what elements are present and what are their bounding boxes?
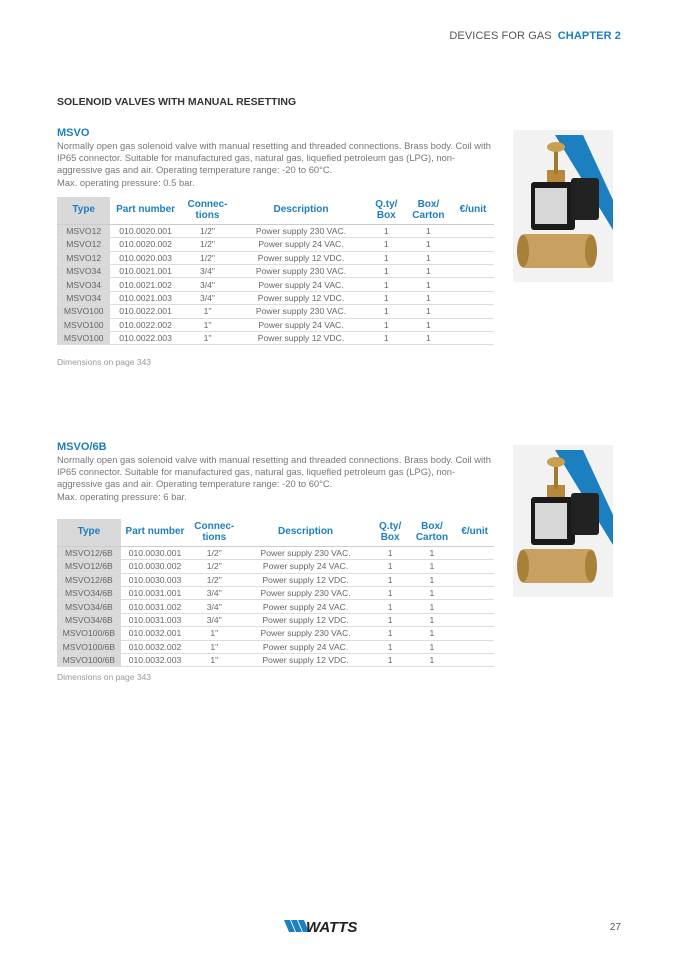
cell-unit (455, 653, 494, 666)
cell-desc: Power supply 230 VAC. (234, 305, 368, 318)
column-header-box: Box/ Carton (405, 197, 452, 225)
column-header-part: Part number (110, 197, 180, 225)
table-row (57, 264, 494, 277)
header-chapter: CHAPTER 2 (557, 30, 621, 42)
cell-qty: 1 (372, 600, 409, 613)
product-title: MSVO (57, 127, 90, 139)
cell-unit (455, 627, 494, 640)
cell-type: MSVO100/6B (57, 627, 121, 640)
cell-unit (455, 546, 494, 559)
column-header-type: Type (57, 519, 121, 547)
cell-desc: Power supply 12 VDC. (234, 291, 368, 304)
cell-conn: 1" (181, 318, 234, 331)
cell-unit (452, 238, 494, 251)
cell-box: 1 (405, 278, 452, 291)
cell-box: 1 (409, 586, 456, 599)
column-header-conn: Connec- tions (189, 519, 239, 547)
column-header-conn: Connec- tions (181, 197, 234, 225)
product-block-msvo (57, 127, 494, 367)
cell-type: MSVO12 (57, 224, 110, 237)
section-title: SOLENOID VALVES WITH MANUAL RESETTING (57, 96, 297, 108)
cell-type: MSVO100/6B (57, 640, 121, 653)
cell-box: 1 (405, 264, 452, 277)
cell-conn: 1/2" (181, 251, 234, 264)
cell-desc: Power supply 12 VDC. (239, 573, 371, 586)
cell-type: MSVO34/6B (57, 586, 121, 599)
cell-unit (452, 291, 494, 304)
cell-box: 1 (405, 238, 452, 251)
cell-conn: 3/4" (189, 586, 239, 599)
dimensions-note: Dimensions on page 343 (57, 357, 152, 368)
cell-box: 1 (405, 331, 452, 344)
cell-desc: Power supply 24 VAC. (239, 600, 371, 613)
column-header-qty: Q.ty/ Box (372, 519, 409, 547)
cell-desc: Power supply 24 VAC. (239, 560, 371, 573)
table-row (57, 318, 494, 331)
column-header-qty: Q.ty/ Box (368, 197, 405, 225)
column-header-unit: €/unit (455, 519, 494, 547)
cell-qty: 1 (372, 627, 409, 640)
cell-qty: 1 (368, 251, 405, 264)
cell-type: MSVO34 (57, 278, 110, 291)
cell-desc: Power supply 230 VAC. (239, 586, 371, 599)
column-header-unit: €/unit (452, 197, 494, 225)
cell-type: MSVO12/6B (57, 573, 121, 586)
product-description: Normally open gas solenoid valve with manual resetting and threaded connections. Brass body. Coil with IP65 connector. Suitable for manufactured gas, natural gas, liquefied petroleum gas (LPG), non-aggressive gas and air. Operating temperature range: -20 to 60°C. (57, 140, 491, 176)
cell-conn: 3/4" (189, 613, 239, 626)
cell-box: 1 (405, 251, 452, 264)
cell-qty: 1 (368, 331, 405, 344)
table-row (57, 560, 494, 573)
cell-qty: 1 (372, 560, 409, 573)
cell-conn: 1/2" (189, 573, 239, 586)
cell-box: 1 (409, 627, 456, 640)
cell-box: 1 (409, 653, 456, 666)
cell-conn: 1" (181, 331, 234, 344)
cell-desc: Power supply 230 VAC. (239, 546, 371, 559)
cell-desc: Power supply 24 VAC. (234, 238, 368, 251)
table-row (57, 573, 494, 586)
cell-conn: 1/2" (181, 238, 234, 251)
cell-desc: Power supply 12 VDC. (239, 653, 371, 666)
cell-unit (455, 586, 494, 599)
cell-box: 1 (405, 318, 452, 331)
column-header-box: Box/ Carton (409, 519, 456, 547)
cell-unit (455, 600, 494, 613)
cell-qty: 1 (372, 640, 409, 653)
table-row (57, 331, 494, 344)
column-header-type: Type (57, 197, 110, 225)
table-row (57, 251, 494, 264)
cell-type: MSVO12/6B (57, 560, 121, 573)
cell-type: MSVO12 (57, 251, 110, 264)
cell-unit (455, 640, 494, 653)
cell-unit (452, 251, 494, 264)
cell-box: 1 (409, 640, 456, 653)
cell-qty: 1 (368, 264, 405, 277)
cell-box: 1 (405, 305, 452, 318)
cell-type: MSVO100/6B (57, 653, 121, 666)
dimensions-note: Dimensions on page 343 (57, 672, 152, 683)
cell-box: 1 (405, 224, 452, 237)
cell-type: MSVO12 (57, 238, 110, 251)
watts-logo (284, 918, 366, 939)
table-row (57, 586, 494, 599)
cell-desc: Power supply 230 VAC. (239, 627, 371, 640)
cell-box: 1 (409, 613, 456, 626)
cell-type: MSVO34/6B (57, 600, 121, 613)
product-table (57, 197, 494, 346)
cell-qty: 1 (372, 546, 409, 559)
cell-part: 010.0020.003 (110, 251, 180, 264)
product-block-msvo-6b (57, 441, 494, 682)
cell-part: 010.0020.001 (110, 224, 180, 237)
cell-type: MSVO34/6B (57, 613, 121, 626)
product-pressure: Max. operating pressure: 0.5 bar. (57, 176, 195, 188)
cell-qty: 1 (368, 291, 405, 304)
cell-desc: Power supply 230 VAC. (234, 224, 368, 237)
table-row (57, 613, 494, 626)
cell-qty: 1 (372, 573, 409, 586)
cell-unit (452, 224, 494, 237)
cell-part: 010.0021.001 (110, 264, 180, 277)
table-row (57, 627, 494, 640)
cell-part: 010.0021.003 (110, 291, 180, 304)
product-description: Normally open gas solenoid valve with manual resetting and threaded connections. Brass body. Coil with IP65 connector. Suitable for manufactured gas, natural gas, liquefied petroleum gas (LPG), non-aggressive gas and air. Operating temperature range: -20 to 60°C. (57, 454, 491, 490)
cell-unit (452, 305, 494, 318)
product-photo-msvo-6b (513, 445, 613, 597)
cell-part: 010.0020.002 (110, 238, 180, 251)
column-header-desc: Description (234, 197, 368, 225)
cell-unit (455, 613, 494, 626)
cell-qty: 1 (372, 613, 409, 626)
cell-desc: Power supply 12 VDC. (234, 251, 368, 264)
cell-conn: 1/2" (189, 560, 239, 573)
cell-unit (452, 264, 494, 277)
cell-qty: 1 (372, 586, 409, 599)
cell-part: 010.0031.001 (121, 586, 189, 599)
cell-part: 010.0030.002 (121, 560, 189, 573)
cell-desc: Power supply 24 VAC. (234, 318, 368, 331)
cell-unit (455, 560, 494, 573)
cell-unit (452, 318, 494, 331)
cell-part: 010.0022.001 (110, 305, 180, 318)
cell-qty: 1 (368, 305, 405, 318)
table-row (57, 546, 494, 559)
cell-box: 1 (409, 560, 456, 573)
cell-type: MSVO100 (57, 318, 110, 331)
cell-qty: 1 (368, 224, 405, 237)
cell-type: MSVO100 (57, 305, 110, 318)
cell-conn: 1" (189, 627, 239, 640)
cell-type: MSVO12/6B (57, 546, 121, 559)
table-row (57, 238, 494, 251)
page-number: 27 (609, 922, 621, 933)
cell-conn: 3/4" (181, 291, 234, 304)
cell-desc: Power supply 12 VDC. (234, 331, 368, 344)
cell-part: 010.0022.003 (110, 331, 180, 344)
cell-unit (452, 278, 494, 291)
cell-part: 010.0022.002 (110, 318, 180, 331)
cell-conn: 3/4" (181, 264, 234, 277)
cell-unit (455, 573, 494, 586)
cell-box: 1 (409, 600, 456, 613)
table-row (57, 640, 494, 653)
cell-part: 010.0032.001 (121, 627, 189, 640)
cell-desc: Power supply 230 VAC. (234, 264, 368, 277)
cell-qty: 1 (368, 318, 405, 331)
cell-desc: Power supply 24 VAC. (239, 640, 371, 653)
cell-qty: 1 (368, 278, 405, 291)
table-row (57, 600, 494, 613)
cell-type: MSVO100 (57, 331, 110, 344)
table-row (57, 305, 494, 318)
table-row (57, 291, 494, 304)
cell-part: 010.0032.003 (121, 653, 189, 666)
cell-box: 1 (409, 546, 456, 559)
cell-box: 1 (409, 573, 456, 586)
column-header-part: Part number (121, 519, 189, 547)
table-row (57, 224, 494, 237)
cell-part: 010.0030.003 (121, 573, 189, 586)
cell-desc: Power supply 24 VAC. (234, 278, 368, 291)
cell-conn: 1" (189, 653, 239, 666)
cell-desc: Power supply 12 VDC. (239, 613, 371, 626)
cell-conn: 1/2" (181, 224, 234, 237)
cell-conn: 1/2" (189, 546, 239, 559)
product-pressure: Max. operating pressure: 6 bar. (57, 490, 187, 502)
cell-conn: 1" (181, 305, 234, 318)
cell-part: 010.0030.001 (121, 546, 189, 559)
product-table (57, 519, 494, 668)
cell-conn: 1" (189, 640, 239, 653)
cell-qty: 1 (368, 238, 405, 251)
cell-conn: 3/4" (189, 600, 239, 613)
page-header (449, 30, 621, 42)
cell-part: 010.0031.002 (121, 600, 189, 613)
cell-conn: 3/4" (181, 278, 234, 291)
product-photo-msvo (513, 130, 613, 282)
cell-box: 1 (405, 291, 452, 304)
column-header-desc: Description (239, 519, 371, 547)
cell-part: 010.0031.003 (121, 613, 189, 626)
cell-type: MSVO34 (57, 291, 110, 304)
cell-part: 010.0021.002 (110, 278, 180, 291)
cell-part: 010.0032.002 (121, 640, 189, 653)
table-row (57, 278, 494, 291)
svg-text:WATTS: WATTS (306, 919, 358, 934)
header-section: DEVICES FOR GAS (449, 30, 552, 42)
cell-unit (452, 331, 494, 344)
cell-type: MSVO34 (57, 264, 110, 277)
product-title: MSVO/6B (57, 441, 107, 453)
table-row (57, 653, 494, 666)
cell-qty: 1 (372, 653, 409, 666)
